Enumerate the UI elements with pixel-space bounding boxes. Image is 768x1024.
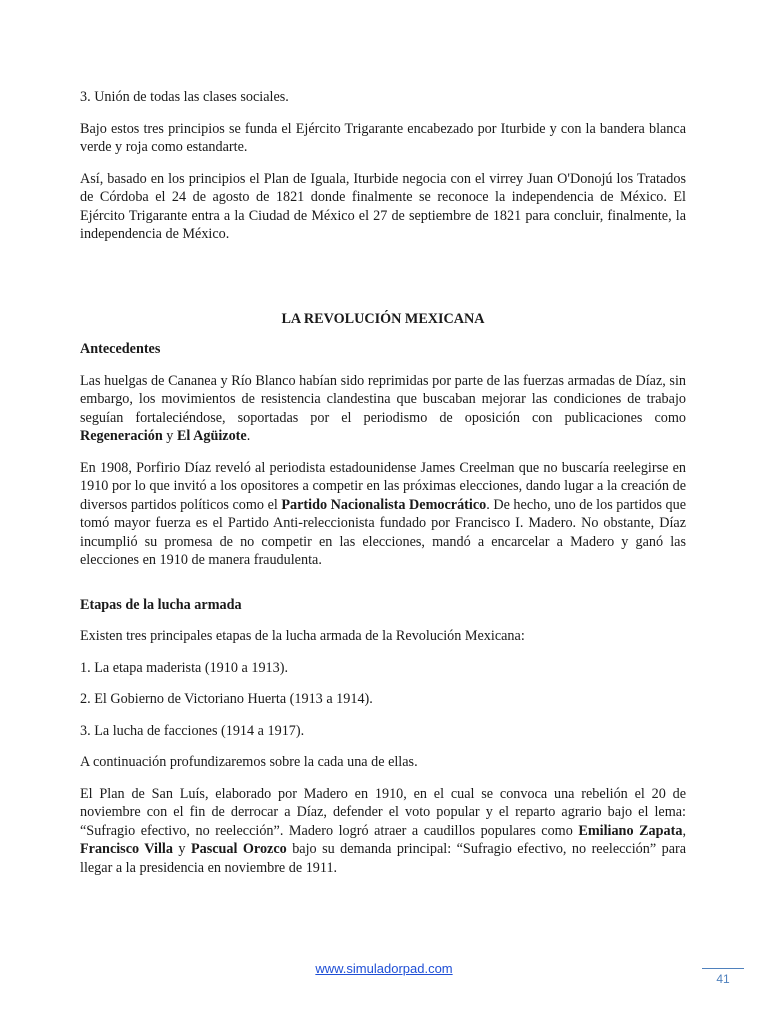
antecedentes-heading: Antecedentes <box>80 341 161 357</box>
etapa-item-1: 1. La etapa maderista (1910 a 1913). <box>80 659 289 676</box>
paragraph-tratados: Así, basado en los principios el Plan de Iguala, Iturbide negocia con el virrey Juan O'Donojú los Tratados de Córdoba el 24 de agosto de 1821 donde finalmente se reconoce la independencia de México. El Ejército Trigarante entra a la Ciudad de México el 27 de septiembre de 1821 para concluir, finalmente, la independencia de México. <box>80 170 686 242</box>
page-number-divider <box>702 968 744 969</box>
paragraph-creelman-end: . De hecho, uno de los partidos que tomó mayor fuerza es el Partido Anti-releccionista fundado por Francisco I. Madero. No obstante, Díaz incumplió su promesa de no competir en las elecciones, mandó a encarcelar a Madero y ganó las elecciones en 1910 de manera fraudulenta. <box>80 496 687 568</box>
plan-san-luis-end: bajo su demanda principal: “Sufragio efectivo, no reelección” para llegar a la presidencia en noviembre de 1911. <box>80 841 687 876</box>
etapa-item-2: 2. El Gobierno de Victoriano Huerta (1913 a 1914). <box>80 691 373 707</box>
paragraph-creelman <box>80 459 686 570</box>
paragraph-continuacion: A continuación profundizaremos sobre la cada una de ellas. <box>80 754 418 770</box>
el-aguizote-bold: El Agüizote <box>176 428 247 444</box>
document-page <box>80 88 686 890</box>
footer-website-link[interactable]: www.simuladorpad.com <box>315 961 453 976</box>
paragraph-creelman-text: En 1908, Porfirio Díaz reveló al periodista estadounidense James Creelman que no buscaría reelegirse en 1910 por lo que invitó a los opositores a competir en las próximas elecciones, dando lugar a la creación de diversos partidos políticos como el <box>80 459 686 513</box>
francisco-villa-bold: Francisco Villa <box>80 841 173 857</box>
list-item-union: 3. Unión de todas las clases sociales. <box>80 89 289 105</box>
partido-nacionalista-bold: Partido Nacionalista Democrático <box>281 496 487 513</box>
paragraph-plan-san-luis <box>80 785 686 878</box>
section-title: LA REVOLUCIÓN MEXICANA <box>281 310 485 327</box>
etapas-heading: Etapas de la lucha armada <box>80 596 242 613</box>
emiliano-zapata-bold: Emiliano Zapata <box>578 822 683 839</box>
regeneracion-bold: Regeneración <box>80 428 163 444</box>
paragraph-trigarante: Bajo estos tres principios se funda el Ejército Trigarante encabezado por Iturbide y con la bandera blanca verde y roja como estandarte. <box>80 120 686 155</box>
pascual-orozco-bold: Pascual Orozco <box>190 841 287 857</box>
etapa-item-3: 3. La lucha de facciones (1914 a 1917). <box>80 722 305 739</box>
paragraph-huelgas-text: Las huelgas de Cananea y Río Blanco habían sido reprimidas por parte de las fuerzas armadas de Díaz, sin embargo, los movimientos de resistencia clandestina que buscaban mejorar las condiciones de trabajo seguían fortaleciéndose, soportadas por el periodismo de oposición con publicaciones como <box>80 372 686 426</box>
page-number: 41 <box>716 972 730 986</box>
plan-san-luis-text: El Plan de San Luís, elaborado por Madero en 1910, en el cual se convoca una rebelión el 20 de noviembre con el fin de derrocar a Díaz, defender el voto popular y el reparto agrario bajo el lema: “Sufragio efectivo, no reelección”. Madero logró atraer a caudillos populares como <box>80 785 686 839</box>
paragraph-huelgas <box>80 372 686 446</box>
plan-san-luis-and: y <box>172 841 191 857</box>
paragraph-huelgas-and: y <box>162 428 177 444</box>
etapas-intro: Existen tres principales etapas de la lucha armada de la Revolución Mexicana: <box>80 628 525 644</box>
paragraph-huelgas-end: . <box>246 428 251 444</box>
plan-san-luis-comma: , <box>682 822 687 839</box>
